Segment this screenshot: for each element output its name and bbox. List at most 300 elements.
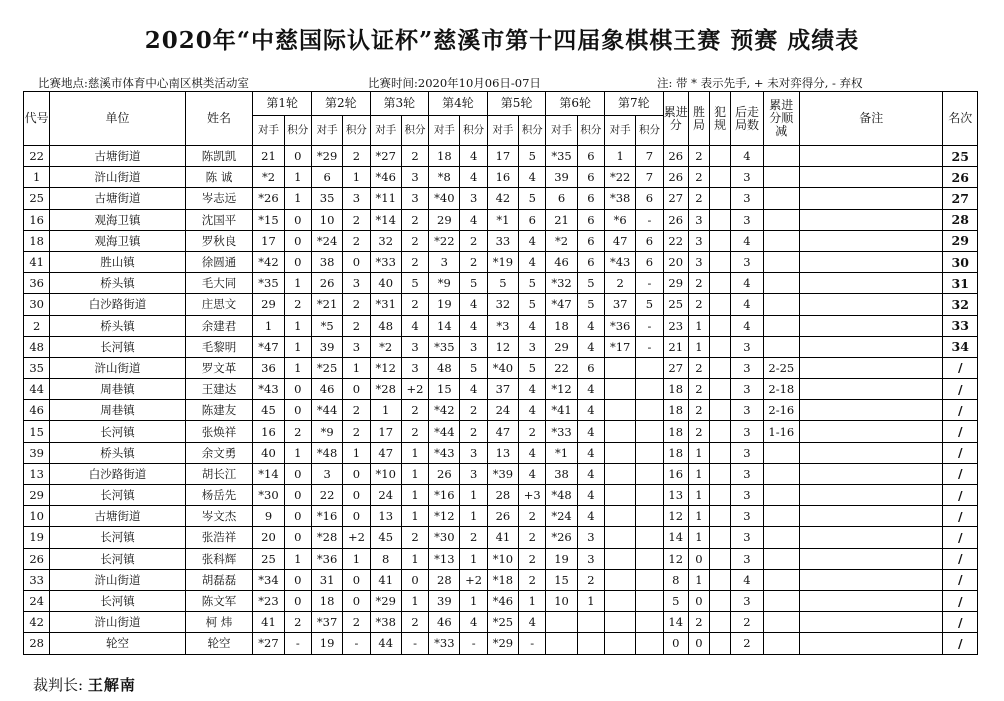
- round-score: 3: [519, 336, 546, 357]
- round-score: -: [519, 633, 546, 654]
- round-opponent: 17: [253, 230, 284, 251]
- player-name: 陈建友: [185, 400, 253, 421]
- black-games-count: 4: [731, 569, 763, 590]
- subheader-score: 积分: [519, 116, 546, 146]
- round-score: 4: [519, 251, 546, 272]
- player-name: 柯 炜: [185, 612, 253, 633]
- player-code: 30: [24, 294, 50, 315]
- round-opponent: *34: [253, 569, 284, 590]
- round-opponent: 22: [311, 485, 342, 506]
- round-score: 0: [343, 569, 370, 590]
- cumulative-score: 22: [663, 230, 688, 251]
- fouls-count: [710, 379, 731, 400]
- round-opponent: *42: [253, 251, 284, 272]
- fouls-count: [710, 421, 731, 442]
- fouls-count: [710, 209, 731, 230]
- round-opponent: *36: [605, 315, 636, 336]
- player-name: 张科辉: [185, 548, 253, 569]
- round-score: 0: [401, 569, 428, 590]
- fouls-count: [710, 506, 731, 527]
- round-opponent: 6: [546, 188, 577, 209]
- round-opponent: 8: [370, 548, 401, 569]
- round-score: 0: [343, 590, 370, 611]
- remark-cell: [800, 633, 943, 654]
- round-score: 2: [284, 294, 311, 315]
- subheader-opponent: 对手: [253, 116, 284, 146]
- cumulative-score: 14: [663, 527, 688, 548]
- venue-text: 比赛地点:慈溪市体育中心南区棋类活动室: [38, 76, 249, 90]
- round-opponent: 40: [253, 442, 284, 463]
- rank-cell: /: [943, 357, 978, 378]
- rank-cell: /: [943, 569, 978, 590]
- fouls-count: [710, 167, 731, 188]
- round-opponent: *25: [487, 612, 518, 633]
- round-opponent: 32: [370, 230, 401, 251]
- subheader-opponent: 对手: [546, 116, 577, 146]
- round-opponent: *3: [487, 315, 518, 336]
- round-score: 0: [284, 569, 311, 590]
- round-score: 6: [577, 209, 604, 230]
- player-unit: 观海卫镇: [50, 230, 185, 251]
- player-unit: 周巷镇: [50, 400, 185, 421]
- round-opponent: 36: [253, 357, 284, 378]
- round-score: 3: [401, 188, 428, 209]
- round-score: 2: [343, 612, 370, 633]
- round-opponent: *44: [311, 400, 342, 421]
- fouls-count: [710, 294, 731, 315]
- round-score: 2: [577, 569, 604, 590]
- round-opponent: *30: [253, 485, 284, 506]
- round-opponent: *41: [546, 400, 577, 421]
- table-row: [24, 230, 978, 251]
- round-opponent: 10: [311, 209, 342, 230]
- round-score: [636, 400, 663, 421]
- rank-cell: /: [943, 485, 978, 506]
- round-score: 1: [401, 485, 428, 506]
- player-unit: 胜山镇: [50, 251, 185, 272]
- cumulative-order: [763, 527, 799, 548]
- cumulative-order: [763, 612, 799, 633]
- round-opponent: 1: [370, 400, 401, 421]
- round-score: 5: [577, 294, 604, 315]
- round-opponent: 3: [429, 251, 460, 272]
- round-score: 3: [401, 167, 428, 188]
- round-opponent: 38: [546, 463, 577, 484]
- round-opponent: 19: [311, 633, 342, 654]
- round-opponent: *14: [253, 463, 284, 484]
- round-score: 4: [519, 463, 546, 484]
- rank-cell: /: [943, 612, 978, 633]
- round-opponent: *43: [253, 379, 284, 400]
- round-opponent: 10: [546, 590, 577, 611]
- round-score: 0: [284, 251, 311, 272]
- wins-count: 1: [688, 506, 709, 527]
- round-score: 1: [401, 506, 428, 527]
- wins-count: 2: [688, 273, 709, 294]
- round-score: 4: [577, 315, 604, 336]
- cumulative-order: [763, 633, 799, 654]
- round-opponent: *16: [429, 485, 460, 506]
- round-opponent: *10: [370, 463, 401, 484]
- wins-count: 3: [688, 251, 709, 272]
- table-row: [24, 146, 978, 167]
- round-opponent: 13: [370, 506, 401, 527]
- round-opponent: *35: [546, 146, 577, 167]
- round-score: 6: [577, 188, 604, 209]
- round-opponent: *36: [311, 548, 342, 569]
- round-score: 0: [284, 146, 311, 167]
- round-opponent: *28: [311, 527, 342, 548]
- rank-cell: 26: [943, 167, 978, 188]
- remark-cell: [800, 463, 943, 484]
- round-opponent: 9: [253, 506, 284, 527]
- round-opponent: 12: [487, 336, 518, 357]
- header-round-5: 第5轮: [487, 92, 546, 116]
- round-opponent: *8: [429, 167, 460, 188]
- round-score: 4: [519, 612, 546, 633]
- referee-signature: [33, 674, 136, 695]
- round-opponent: 46: [429, 612, 460, 633]
- round-opponent: *44: [429, 421, 460, 442]
- table-row: [24, 633, 978, 654]
- table-row: [24, 548, 978, 569]
- remark-cell: [800, 188, 943, 209]
- black-games-count: 3: [731, 527, 763, 548]
- round-opponent: 41: [370, 569, 401, 590]
- fouls-count: [710, 569, 731, 590]
- round-score: +2: [343, 527, 370, 548]
- player-code: 48: [24, 336, 50, 357]
- table-row: [24, 485, 978, 506]
- player-code: 22: [24, 146, 50, 167]
- round-opponent: 47: [605, 230, 636, 251]
- round-score: 6: [577, 146, 604, 167]
- fouls-count: [710, 548, 731, 569]
- round-opponent: 26: [487, 506, 518, 527]
- black-games-count: 3: [731, 548, 763, 569]
- round-score: 2: [401, 230, 428, 251]
- round-score: 2: [401, 612, 428, 633]
- round-score: -: [636, 273, 663, 294]
- round-score: 4: [519, 315, 546, 336]
- wins-count: 1: [688, 485, 709, 506]
- cumulative-order: [763, 506, 799, 527]
- round-score: 6: [636, 230, 663, 251]
- round-opponent: [546, 612, 577, 633]
- round-score: 4: [577, 463, 604, 484]
- round-score: 0: [284, 379, 311, 400]
- round-opponent: *24: [546, 506, 577, 527]
- fouls-count: [710, 273, 731, 294]
- player-name: 余文勇: [185, 442, 253, 463]
- subheader-opponent: 对手: [487, 116, 518, 146]
- round-score: [636, 421, 663, 442]
- round-opponent: *38: [370, 612, 401, 633]
- cumulative-score: 12: [663, 506, 688, 527]
- fouls-count: [710, 633, 731, 654]
- black-games-count: 3: [731, 188, 763, 209]
- cumulative-score: 26: [663, 167, 688, 188]
- round-score: 4: [460, 315, 487, 336]
- round-opponent: 38: [311, 251, 342, 272]
- table-row: [24, 251, 978, 272]
- player-code: 29: [24, 485, 50, 506]
- rank-cell: 34: [943, 336, 978, 357]
- round-opponent: [546, 633, 577, 654]
- rank-cell: 32: [943, 294, 978, 315]
- player-unit: 白沙路街道: [50, 294, 185, 315]
- round-opponent: *27: [253, 633, 284, 654]
- rank-cell: /: [943, 506, 978, 527]
- wins-count: 1: [688, 527, 709, 548]
- round-opponent: 29: [253, 294, 284, 315]
- round-opponent: 13: [487, 442, 518, 463]
- player-unit: 古塘街道: [50, 146, 185, 167]
- round-score: 1: [284, 167, 311, 188]
- round-opponent: 41: [253, 612, 284, 633]
- round-score: 7: [636, 146, 663, 167]
- player-code: 35: [24, 357, 50, 378]
- remark-cell: [800, 612, 943, 633]
- round-score: 0: [284, 506, 311, 527]
- table-row: [24, 357, 978, 378]
- table-row: [24, 421, 978, 442]
- round-opponent: *43: [429, 442, 460, 463]
- round-score: 4: [577, 421, 604, 442]
- round-score: [636, 527, 663, 548]
- cumulative-score: 18: [663, 442, 688, 463]
- round-score: -: [636, 209, 663, 230]
- round-opponent: 2: [605, 273, 636, 294]
- round-opponent: *40: [429, 188, 460, 209]
- round-opponent: *31: [370, 294, 401, 315]
- round-score: 0: [343, 251, 370, 272]
- round-opponent: *5: [311, 315, 342, 336]
- cumulative-score: 27: [663, 188, 688, 209]
- round-score: 3: [460, 188, 487, 209]
- black-games-count: 4: [731, 294, 763, 315]
- player-name: 陈文军: [185, 590, 253, 611]
- round-score: 1: [284, 273, 311, 294]
- cumulative-order: [763, 569, 799, 590]
- page-title: 2020年“中慈国际认证杯”慈溪市第十四届象棋棋王赛 预赛 成绩表: [144, 27, 860, 54]
- player-code: 13: [24, 463, 50, 484]
- round-score: 2: [401, 209, 428, 230]
- legend-note: 注: 带 * 表示先手, + 未对弈得分, - 弃权: [657, 76, 863, 90]
- results-table: [23, 91, 978, 655]
- black-games-count: 3: [731, 400, 763, 421]
- round-score: 4: [519, 379, 546, 400]
- round-score: 3: [343, 336, 370, 357]
- round-score: -: [636, 315, 663, 336]
- round-score: 6: [577, 230, 604, 251]
- round-score: 1: [460, 485, 487, 506]
- player-unit: 长河镇: [50, 485, 185, 506]
- round-score: 2: [401, 146, 428, 167]
- round-opponent: *35: [429, 336, 460, 357]
- wins-count: 2: [688, 188, 709, 209]
- player-unit: 浒山街道: [50, 569, 185, 590]
- cumulative-score: 29: [663, 273, 688, 294]
- round-score: -: [284, 633, 311, 654]
- player-name: 岑志远: [185, 188, 253, 209]
- round-score: [636, 633, 663, 654]
- round-score: 4: [460, 209, 487, 230]
- round-score: 4: [519, 400, 546, 421]
- fouls-count: [710, 463, 731, 484]
- cumulative-score: 21: [663, 336, 688, 357]
- cumulative-order: 2-25: [763, 357, 799, 378]
- remark-cell: [800, 421, 943, 442]
- round-score: [636, 548, 663, 569]
- round-opponent: 44: [370, 633, 401, 654]
- round-score: 6: [636, 188, 663, 209]
- round-score: 0: [284, 230, 311, 251]
- remark-cell: [800, 548, 943, 569]
- round-opponent: *39: [487, 463, 518, 484]
- round-score: 1: [343, 357, 370, 378]
- wins-count: 3: [688, 230, 709, 251]
- round-score: 1: [460, 590, 487, 611]
- cumulative-score: 18: [663, 379, 688, 400]
- round-score: 2: [401, 421, 428, 442]
- round-opponent: *18: [487, 569, 518, 590]
- round-score: 5: [577, 273, 604, 294]
- round-opponent: 47: [370, 442, 401, 463]
- player-code: 44: [24, 379, 50, 400]
- round-opponent: *30: [429, 527, 460, 548]
- round-opponent: [605, 421, 636, 442]
- player-unit: 古塘街道: [50, 506, 185, 527]
- player-name: 毛大同: [185, 273, 253, 294]
- round-opponent: 19: [546, 548, 577, 569]
- round-opponent: *13: [429, 548, 460, 569]
- round-score: -: [460, 633, 487, 654]
- round-score: 4: [519, 230, 546, 251]
- round-score: 0: [284, 463, 311, 484]
- round-opponent: *48: [546, 485, 577, 506]
- cumulative-order: [763, 209, 799, 230]
- table-row: [24, 379, 978, 400]
- round-opponent: *33: [429, 633, 460, 654]
- round-score: 2: [519, 421, 546, 442]
- cumulative-score: 12: [663, 548, 688, 569]
- round-opponent: *23: [253, 590, 284, 611]
- remark-cell: [800, 167, 943, 188]
- round-score: 5: [460, 357, 487, 378]
- round-score: 4: [577, 379, 604, 400]
- round-opponent: [605, 569, 636, 590]
- round-score: [636, 506, 663, 527]
- round-opponent: *29: [487, 633, 518, 654]
- player-unit: 长河镇: [50, 527, 185, 548]
- cumulative-order: [763, 251, 799, 272]
- round-score: +3: [519, 485, 546, 506]
- round-score: 3: [401, 336, 428, 357]
- round-score: [636, 442, 663, 463]
- player-name: 杨岳先: [185, 485, 253, 506]
- player-code: 19: [24, 527, 50, 548]
- header-round-6: 第6轮: [546, 92, 605, 116]
- header-fouls: 犯规: [710, 92, 731, 146]
- subheader-score: 积分: [284, 116, 311, 146]
- fouls-count: [710, 590, 731, 611]
- round-opponent: 24: [487, 400, 518, 421]
- table-row: [24, 188, 978, 209]
- round-opponent: *2: [370, 336, 401, 357]
- player-code: 28: [24, 633, 50, 654]
- round-opponent: 45: [253, 400, 284, 421]
- round-opponent: *37: [311, 612, 342, 633]
- wins-count: 1: [688, 569, 709, 590]
- round-opponent: *32: [546, 273, 577, 294]
- rank-cell: 25: [943, 146, 978, 167]
- round-score: 2: [519, 506, 546, 527]
- round-opponent: 21: [546, 209, 577, 230]
- round-score: 1: [284, 442, 311, 463]
- remark-cell: [800, 506, 943, 527]
- header-name: 姓名: [185, 92, 253, 146]
- round-score: 2: [460, 400, 487, 421]
- round-opponent: 31: [311, 569, 342, 590]
- round-score: 0: [284, 209, 311, 230]
- black-games-count: 3: [731, 590, 763, 611]
- round-opponent: 26: [311, 273, 342, 294]
- fouls-count: [710, 612, 731, 633]
- cumulative-score: 0: [663, 633, 688, 654]
- round-score: 0: [343, 506, 370, 527]
- round-opponent: 45: [370, 527, 401, 548]
- black-games-count: 4: [731, 146, 763, 167]
- round-score: 5: [519, 273, 546, 294]
- round-score: [636, 379, 663, 400]
- remark-cell: [800, 379, 943, 400]
- player-unit: 桥头镇: [50, 315, 185, 336]
- player-unit: 长河镇: [50, 336, 185, 357]
- black-games-count: 3: [731, 251, 763, 272]
- round-score: 2: [460, 251, 487, 272]
- fouls-count: [710, 251, 731, 272]
- header-round-1: 第1轮: [253, 92, 312, 116]
- round-score: 4: [519, 442, 546, 463]
- round-opponent: *12: [429, 506, 460, 527]
- subheader-opponent: 对手: [311, 116, 342, 146]
- round-score: -: [343, 633, 370, 654]
- player-name: 胡磊磊: [185, 569, 253, 590]
- header-round-7: 第7轮: [605, 92, 664, 116]
- player-unit: 长河镇: [50, 421, 185, 442]
- player-code: 33: [24, 569, 50, 590]
- fouls-count: [710, 146, 731, 167]
- round-score: 3: [460, 336, 487, 357]
- remark-cell: [800, 315, 943, 336]
- round-opponent: 17: [370, 421, 401, 442]
- round-opponent: *10: [487, 548, 518, 569]
- round-opponent: *46: [370, 167, 401, 188]
- round-score: 0: [343, 485, 370, 506]
- table-row: [24, 463, 978, 484]
- round-opponent: 5: [487, 273, 518, 294]
- black-games-count: 4: [731, 273, 763, 294]
- round-opponent: *47: [253, 336, 284, 357]
- round-opponent: *28: [370, 379, 401, 400]
- cumulative-order: [763, 167, 799, 188]
- round-score: 0: [343, 379, 370, 400]
- round-score: 0: [284, 485, 311, 506]
- round-score: [636, 357, 663, 378]
- round-opponent: *38: [605, 188, 636, 209]
- player-name: 庄思文: [185, 294, 253, 315]
